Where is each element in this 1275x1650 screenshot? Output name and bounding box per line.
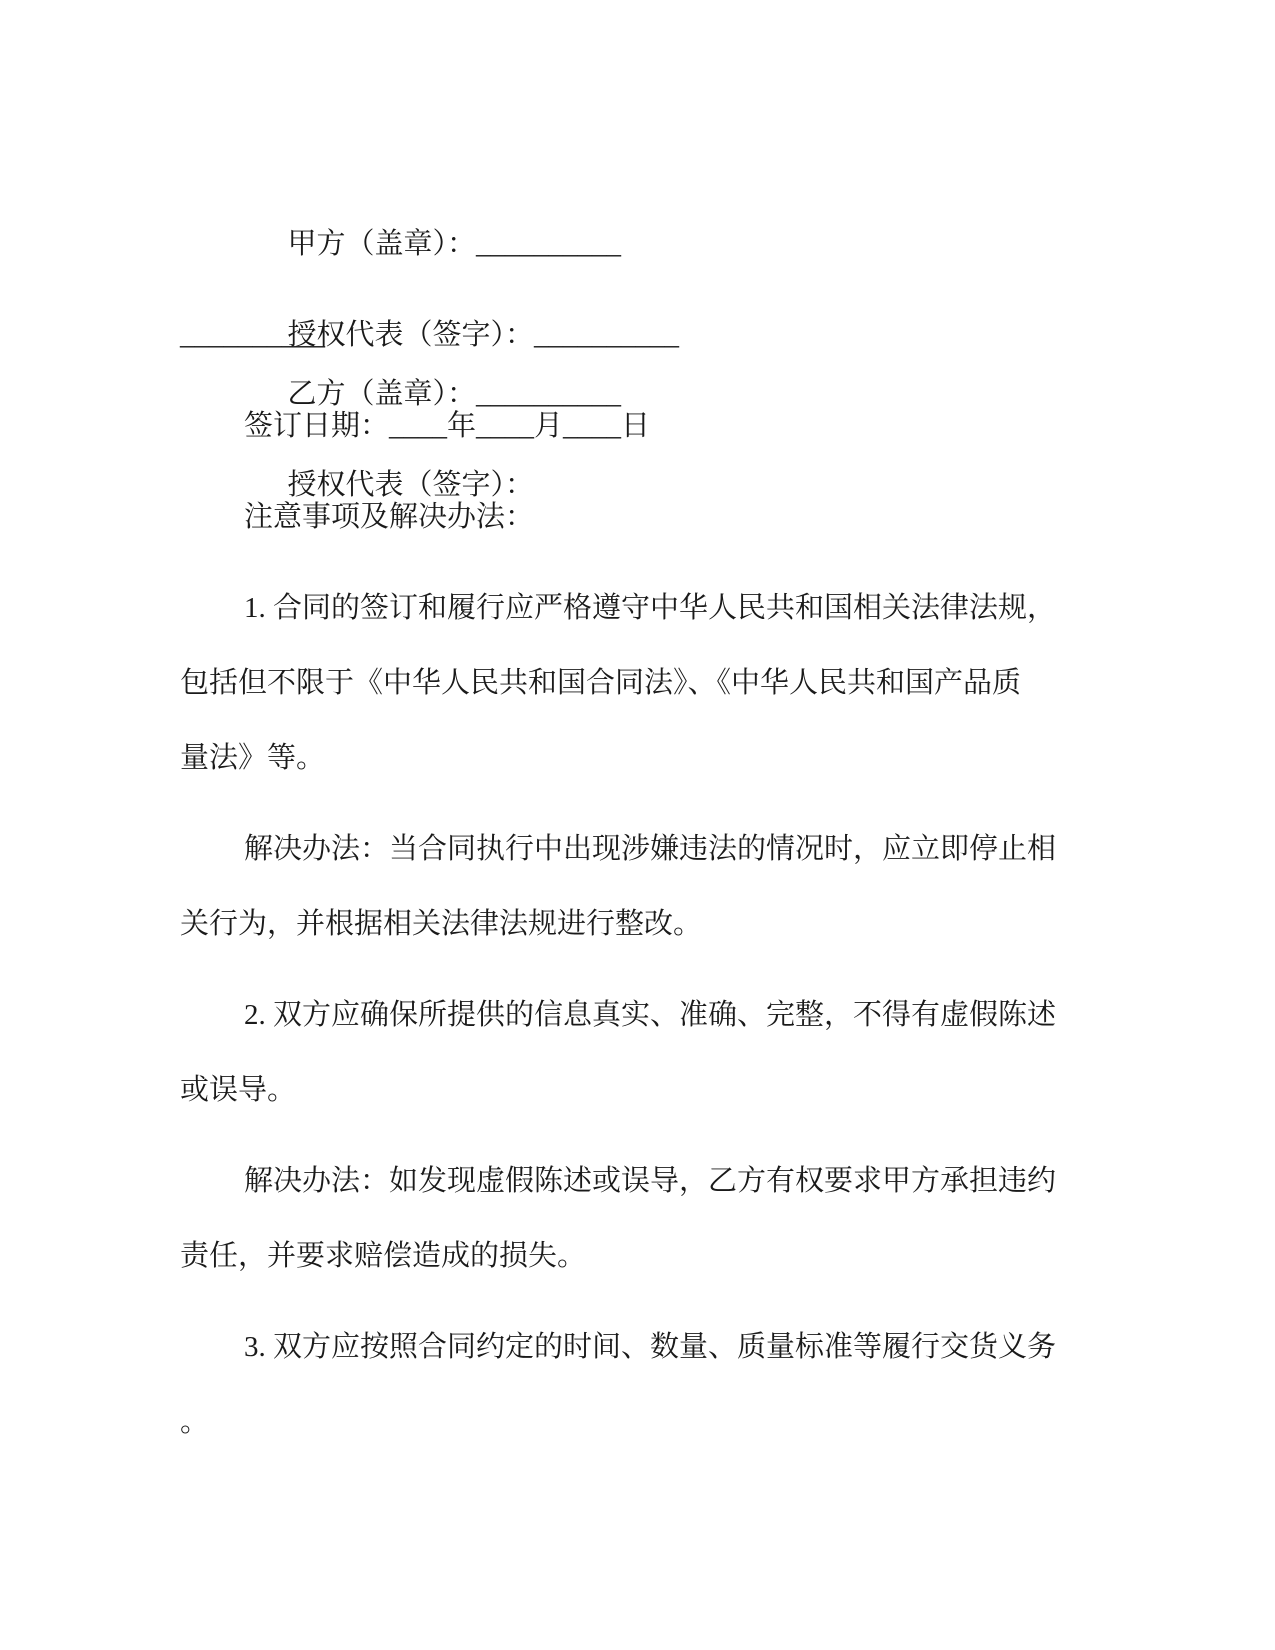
- notes-heading-paragraph: [180, 480, 1075, 555]
- note-5-line-2: 。: [180, 1406, 210, 1438]
- note-2-line-1: 解决办法：当合同执行中出现涉嫌违法的情况时，应立即停止相: [244, 833, 1057, 865]
- note-1-line-1: 1. 合同的签订和履行应严格遵守中华人民共和国相关法律法规，: [244, 592, 1057, 624]
- party-b-seal-label: 乙方（盖章）：__________: [287, 378, 622, 410]
- rep-b-sign-label: 授权代表（签字）：: [287, 469, 535, 501]
- sign-date-paragraph: [180, 389, 1075, 464]
- note-paragraph-3: [180, 978, 1075, 1128]
- rep-a-sign-label: 授权代表（签字）：__________: [287, 319, 680, 351]
- note-3-line-2: 或误导。: [180, 1074, 297, 1106]
- note-2-line-2: 关行为，并根据相关法律法规进行整改。: [180, 908, 703, 940]
- note-1-line-2: 包括但不限于《中华人民共和国合同法》、《中华人民共和国产品质: [180, 667, 1022, 699]
- note-paragraph-5: [180, 1310, 1075, 1460]
- note-paragraph-4: [180, 1144, 1075, 1294]
- note-paragraph-2: [180, 812, 1075, 962]
- notes-heading: 注意事项及解决办法：: [244, 501, 535, 533]
- note-4-line-2: 责任，并要求赔偿造成的损失。: [180, 1240, 587, 1272]
- party-a-seal-label: 甲方（盖章）：__________: [287, 228, 622, 260]
- note-1-line-3: 量法》等。: [180, 742, 326, 774]
- note-3-line-1: 2. 双方应确保所提供的信息真实、准确、完整，不得有虚假陈述: [244, 999, 1057, 1031]
- sign-date-line: 签订日期：____年____月____日: [244, 410, 651, 442]
- rep-b-blank-line: __________: [180, 319, 325, 351]
- note-5-line-1: 3. 双方应按照合同约定的时间、数量、质量标准等履行交货义务: [244, 1331, 1057, 1363]
- note-paragraph-1: [180, 571, 1075, 796]
- note-4-line-1: 解决办法：如发现虚假陈述或误导，乙方有权要求甲方承担违约: [244, 1165, 1057, 1197]
